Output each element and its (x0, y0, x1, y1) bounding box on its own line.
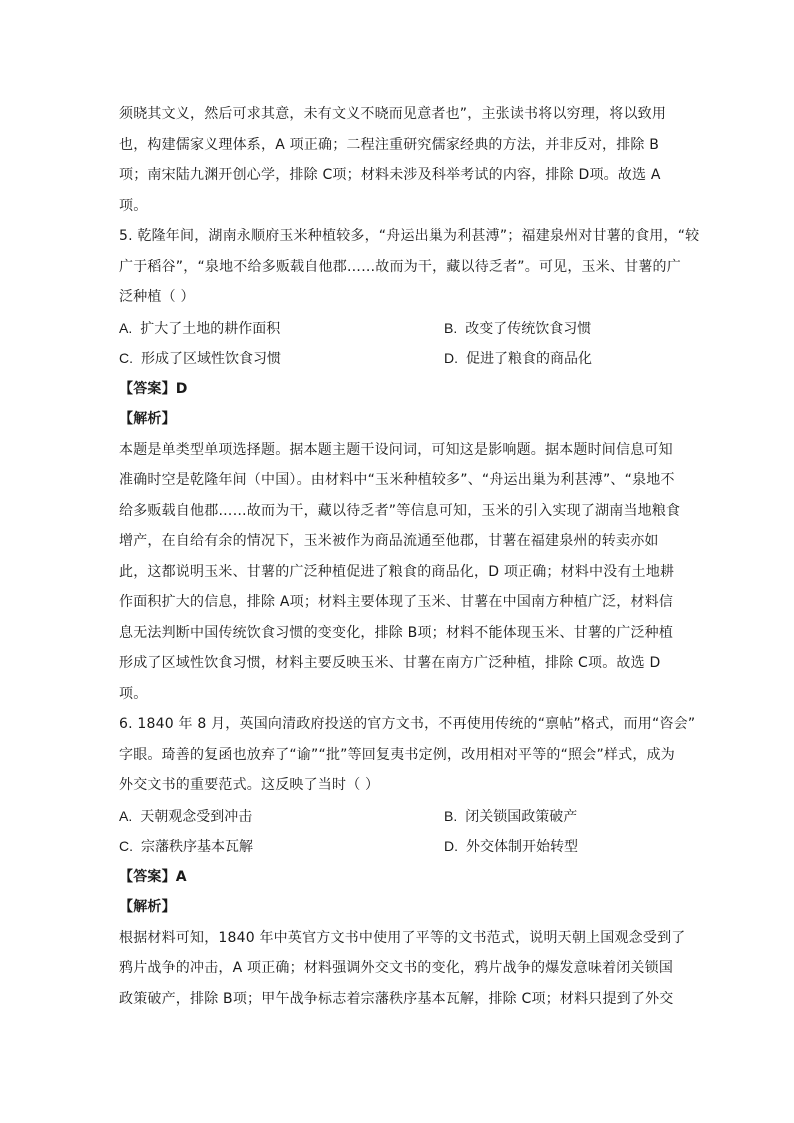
q5-analysis-line: 息无法判断中国传统饮食习惯的变变化，排除 B项；材料不能体现玉米、甘薯的广泛种植 (119, 624, 674, 641)
q6-option-a (119, 801, 252, 833)
intro-line: 项。 (119, 197, 148, 214)
q6-option-d-text: 外交体制开始转型 (466, 839, 578, 855)
q6-analysis-heading: 【解析】 (119, 899, 176, 915)
q6-analysis-line: 根据材料可知，1840 年中英官方文书中使用了平等的文书范式，说明天朝上国观念受到了 (119, 929, 686, 946)
q5-option-a (119, 313, 280, 345)
q5-analysis-line: 增产，在自给有余的情况下，玉米被作为商品流通至他郡，甘薯在福建泉州的转卖亦如 (119, 533, 659, 549)
q6-stem-line: 6. 1840 年 8 月，英国向清政府投送的官方文书，不再使用传统的“禀帖”格式，而用“咨会” (119, 716, 696, 732)
q5-analysis-heading: 【解析】 (119, 411, 176, 427)
q6-stem-line: 外交文书的重要范式。这反映了当时（ ） (119, 777, 380, 793)
q6-option-d-letter: D. (444, 838, 458, 854)
q6-analysis-line: 鸦片战争的冲击，A 项正确；材料强调外交文书的变化，鸦片战争的爆发意味着闭关锁国 (119, 960, 674, 976)
q5-stem-line: 泛种植（ ） (119, 289, 195, 305)
q6-answer: 【答案】A (119, 868, 187, 885)
q6-option-b-letter: B. (444, 807, 458, 824)
q6-option-c-letter: C. (119, 838, 133, 854)
q6-stem-line: 字眼。琦善的复函也放弃了“谕”“批”等回复夷书定例，改用相对平等的“照会”样式，成为 (119, 746, 675, 763)
q5-analysis-line: 形成了区域性饮食习惯，材料主要反映玉米、甘薯在南方广泛种植，排除 C项。故选 D (119, 655, 661, 671)
q5-analysis-line: 作面积扩大的信息，排除 A项；材料主要体现了玉米、甘薯在中国南方种植广泛，材料信 (119, 594, 674, 610)
q6-options-row-1 (119, 801, 675, 832)
q5-option-c (119, 343, 281, 375)
q5-analysis-line: 本题是单类型单项选择题。据本题主题干设问词，可知这是影响题。据本题时间信息可知 (119, 441, 673, 458)
q5-analysis-line: 准确时空是乾隆年间（中国）。由材料中“玉米种植较多”、“舟运出巢为利甚溥”、“泉地不 (119, 472, 675, 488)
q5-option-b (444, 313, 591, 345)
q5-option-d-text: 促进了粮食的商品化 (466, 351, 592, 367)
intro-line: 项；南宋陆九渊开创心学，排除 C项；材料未涉及科举考试的内容，排除 D项。故选 A (119, 167, 661, 183)
q5-option-a-text: 扩大了土地的耕作面积 (140, 320, 281, 337)
q6-option-a-text: 天朝观念受到冲击 (140, 808, 253, 825)
intro-line: 也，构建儒家义理体系，A 项正确；二程注重研究儒家经典的方法，并非反对，排除 B (119, 136, 660, 153)
q5-analysis-line: 项。 (119, 685, 148, 702)
q6-option-c (119, 831, 253, 863)
q5-stem-line: 5. 乾隆年间，湖南永顺府玉米种植较多，“舟运出巢为利甚溥”；福建泉州对甘薯的食用，“较 (119, 228, 700, 244)
q6-options-row-2 (119, 831, 675, 862)
q5-option-c-text: 形成了区域性饮食习惯 (141, 351, 281, 367)
page-content (119, 99, 700, 1014)
q5-answer: 【答案】D (119, 380, 188, 397)
q5-analysis-line: 此，这都说明玉米、甘薯的广泛种植促进了粮食的商品化，D 项正确；材料中没有土地耕 (119, 563, 675, 580)
q5-option-b-text: 改变了传统饮食习惯 (465, 320, 592, 337)
q5-option-c-letter: C. (119, 350, 133, 366)
q5-options-row-2 (119, 343, 675, 374)
q6-option-b-text: 闭关锁国政策破产 (465, 808, 578, 825)
q5-stem-line: 广于稻谷”，“泉地不给多贩载自他郡……故而为干，藏以待乏者”。可见，玉米、甘薯的广 (119, 258, 681, 275)
q6-analysis-line: 政策破产，排除 B项；甲午战争标志着宗藩秩序基本瓦解，排除 C项；材料只提到了外交 (119, 990, 674, 1007)
q5-option-a-letter: A. (119, 319, 133, 336)
q6-option-d (444, 831, 578, 863)
q5-analysis-line: 给多贩载自他郡……故而为干，藏以待乏者”等信息可知，玉米的引入实现了湖南当地粮食 (119, 502, 681, 519)
q6-option-b (444, 801, 577, 833)
q6-option-c-text: 宗藩秩序基本瓦解 (141, 839, 253, 855)
q5-option-b-letter: B. (444, 319, 458, 336)
q5-options-row-1 (119, 313, 675, 344)
q5-option-d (444, 343, 592, 375)
intro-line: 须晓其文义，然后可求其意，未有文义不晓而见意者也”，主张读书将以穷理，将以致用 (119, 106, 667, 122)
q6-option-a-letter: A. (119, 807, 133, 824)
q5-option-d-letter: D. (444, 350, 458, 366)
